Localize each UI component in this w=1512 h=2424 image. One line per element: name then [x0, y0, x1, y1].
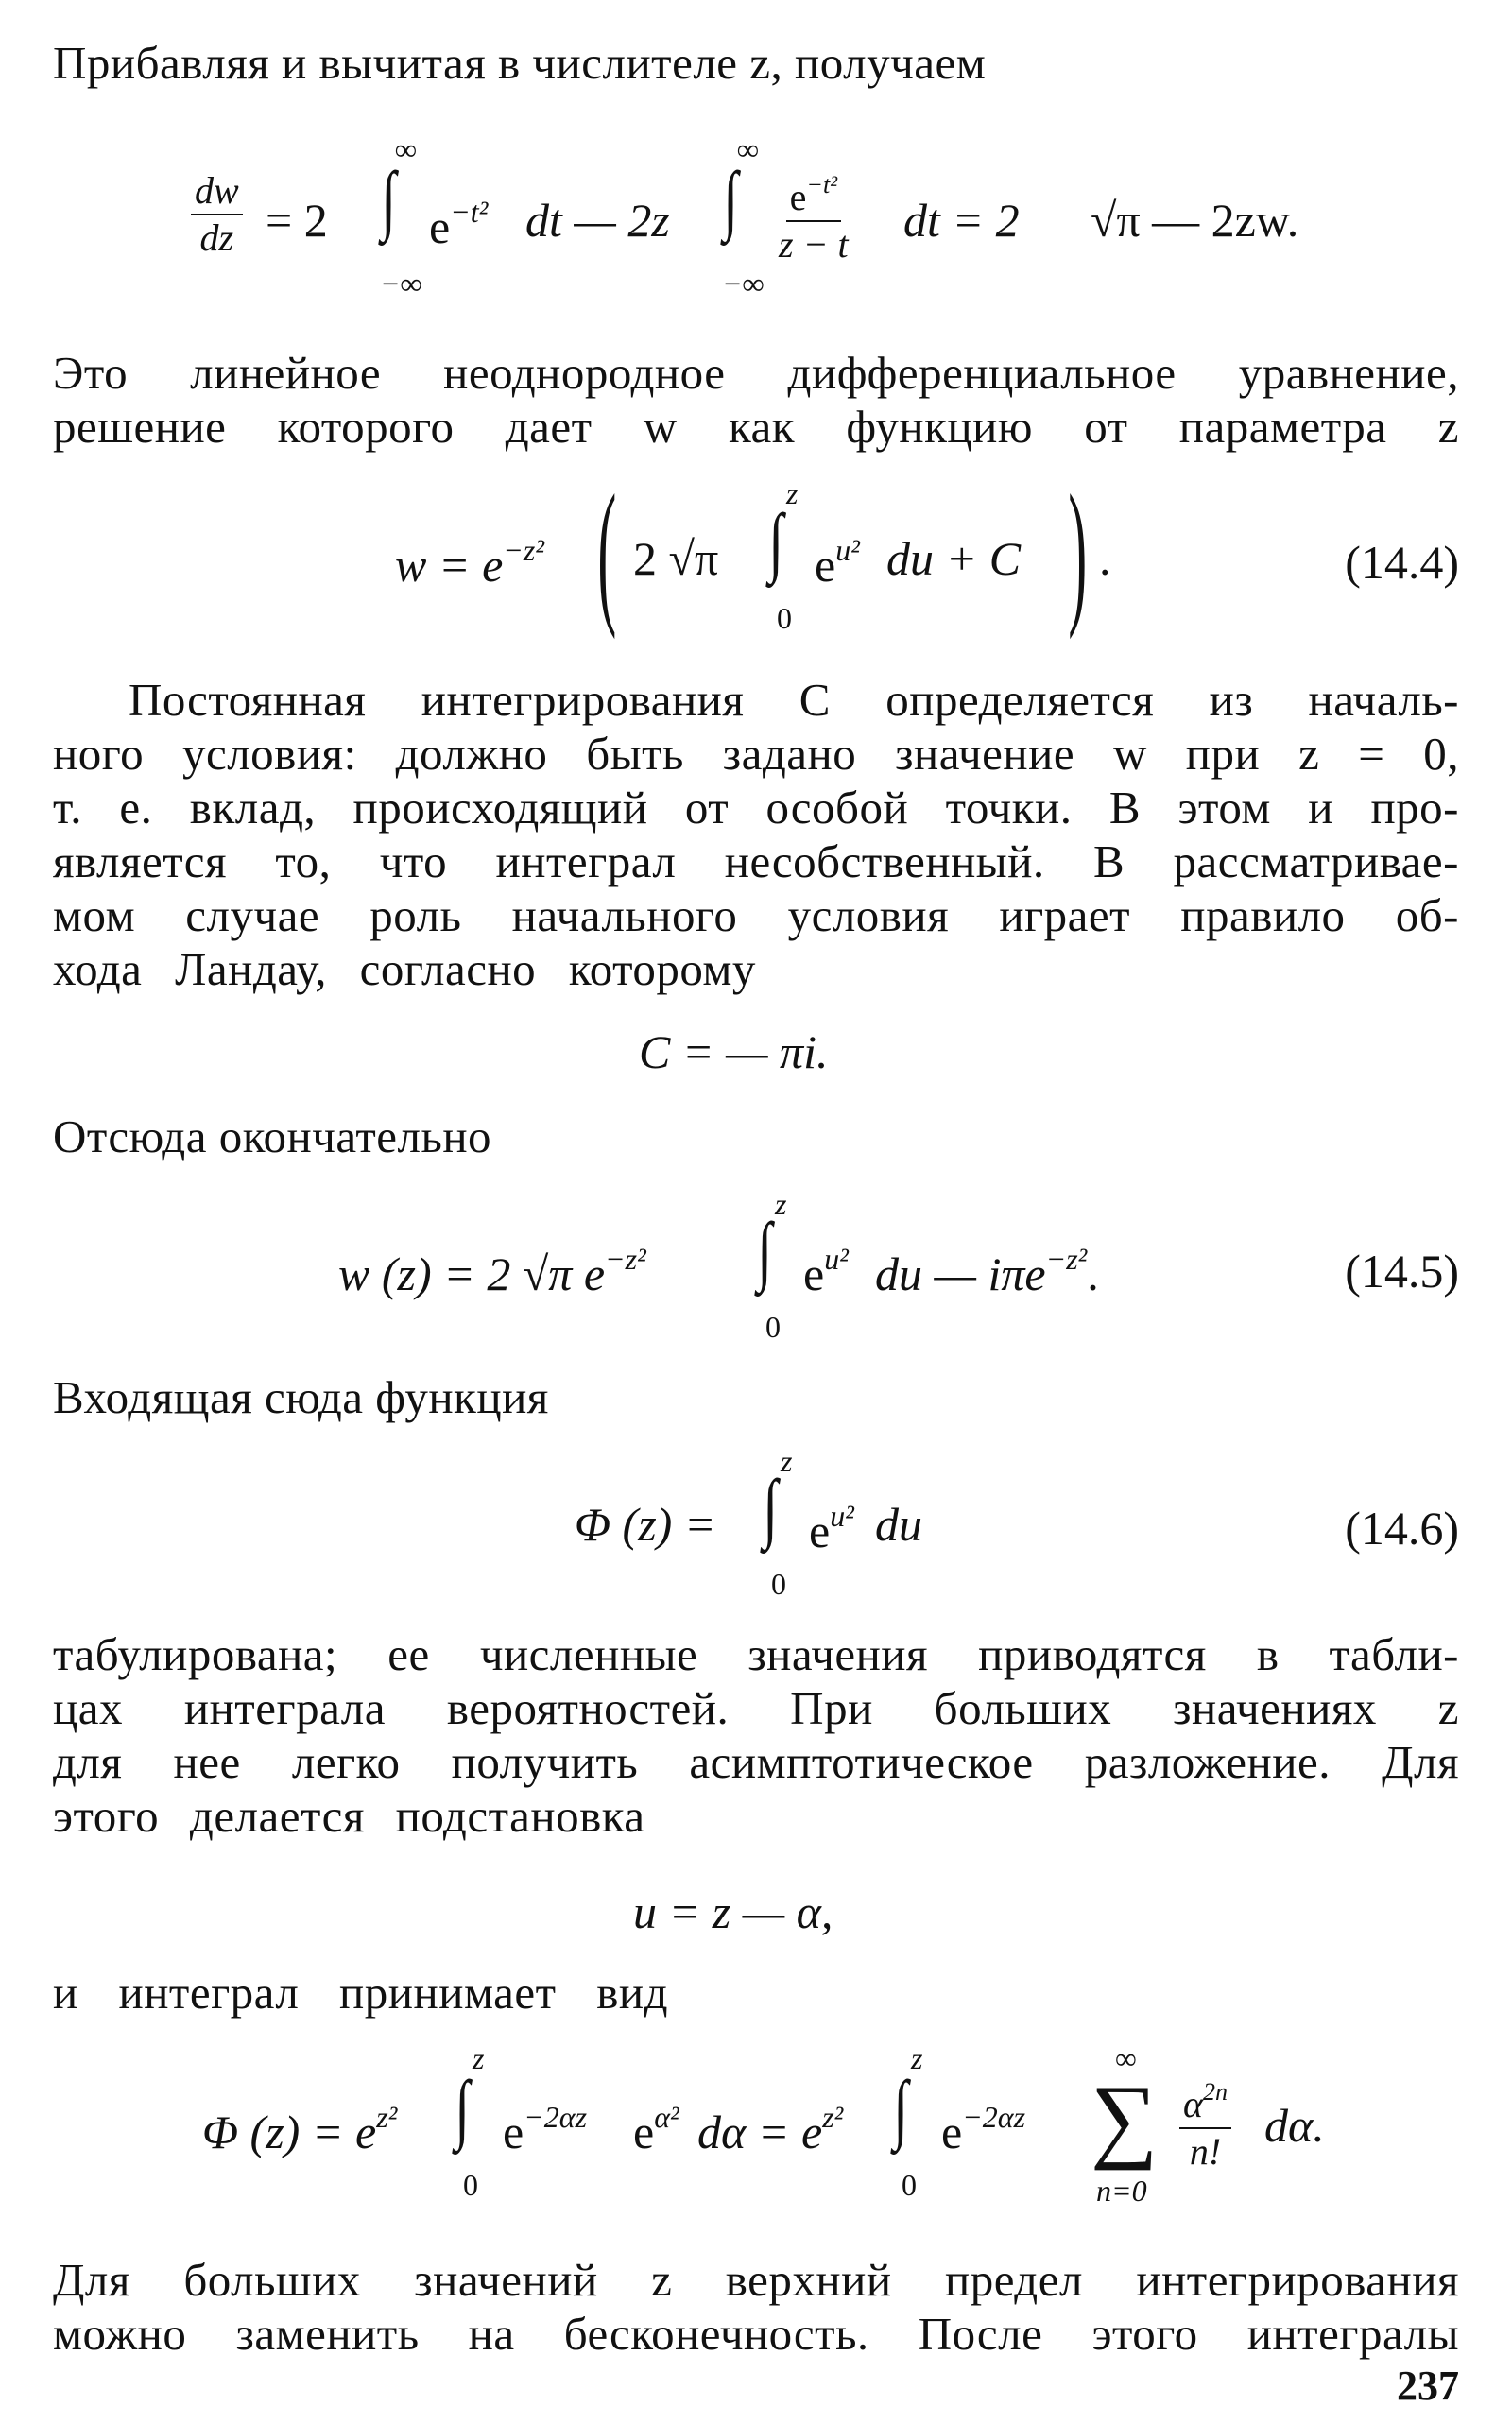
- text-line: Прибавляя и вычитая в числителе z, получаем: [53, 37, 987, 89]
- equation-number: (14.4): [1345, 536, 1459, 589]
- equation-phi-expansion: Φ $(z) = e^{z^2}$ ∫ z 0 $e^{-2\alpha z}$ $e^{\alpha^2}$ $d\alpha = e^{z^2}$ ∫ z 0 $e^{-2\alpha z}$ ∑ ∞ n=0 $\frac{\alpha^{2n}}{n!}$ dα.: [202, 2041, 1325, 2208]
- paragraph-7: [53, 1966, 1459, 2020]
- paragraph-1: [53, 36, 1459, 90]
- equation-14-5: w (z) = 2 √π $e^{-z^2}$ ∫ z 0 $e^{u^2}$ du — iπe$^{-z^2}$.: [338, 1187, 1099, 1344]
- integral-sign: ∫: [723, 156, 739, 242]
- text-line: Постоянная интегрирования C определяется из началь-: [129, 674, 1459, 726]
- text-line: Отсюда окончательно: [53, 1110, 492, 1162]
- left-paren: (: [597, 462, 617, 640]
- fraction-alpha-over-n-fact: $\frac{\alpha^{2n}}{n!}$: [1179, 2072, 1231, 2173]
- text-line: решение которого дает w как функцию от параметра z: [53, 401, 1459, 453]
- paragraph-4: [53, 1109, 1459, 1163]
- text-line: и интеграл принимает вид: [53, 1967, 669, 2019]
- text-line: ного условия: должно быть задано значение w при z = 0,: [53, 728, 1459, 780]
- page-number: 237: [1397, 2363, 1459, 2409]
- equation-14-4: $w = e^{-z^2}$ ( 2 √π ∫ z 0 $e^{u^2}$ du + C ) .: [395, 462, 1111, 640]
- equation-number: (14.6): [1345, 1502, 1459, 1555]
- integral-sign: ∫: [768, 498, 784, 584]
- integral-sign: ∫: [893, 2065, 909, 2151]
- integral-sign: ∫: [381, 156, 397, 242]
- text-line: этого делается подстановка: [53, 1790, 645, 1842]
- text-line: можно заменить на бесконечность. После этого интегралы: [53, 2308, 1459, 2360]
- text-line: является то, что интеграл несобственный. В рассматривае-: [53, 835, 1459, 887]
- equation-c-value: C = — πi.: [639, 1025, 829, 1078]
- text-line: т. е. вклад, происходящий от особой точки. В этом и про-: [53, 782, 1459, 834]
- paragraph-8: [53, 2253, 1459, 2361]
- right-paren: ): [1068, 462, 1088, 640]
- text-line: хода Ландау, согласно которому: [53, 943, 756, 995]
- sum-sign: ∑: [1091, 2066, 1159, 2171]
- integral-sign: ∫: [455, 2065, 471, 2151]
- text-line: Входящая сюда функция: [53, 1371, 549, 1423]
- integral-sign: ∫: [757, 1207, 773, 1293]
- equation-dw-dz: $\frac{dw}{dz}$ = 2 ∫ ∞ −∞ $e^{-t^2}$ dt — 2z ∫ ∞ −∞ $\frac{e^{-t^2}}{z - t}$ dt = 2 √π — 2zw.: [185, 142, 1348, 302]
- text-line: мом случае роль начального условия играет правило об-: [53, 889, 1459, 941]
- text-line: Для больших значений z верхний предел интегрирования: [53, 2254, 1459, 2306]
- equation-number: (14.5): [1345, 1245, 1459, 1298]
- equation-substitution: u = z — α,: [633, 1885, 833, 1938]
- paragraph-5: [53, 1370, 1459, 1424]
- paragraph-3: [53, 673, 1459, 996]
- paragraph-2: [53, 346, 1459, 454]
- text-line: цах интеграла вероятностей. При больших значениях z: [53, 1682, 1459, 1734]
- paragraph-6: [53, 1627, 1459, 1843]
- fraction-exp-over-z-t: $\frac{e^{-t^2}}{z - t}$: [775, 164, 852, 266]
- text-line: табулирована; ее численные значения приводятся в табли-: [53, 1628, 1459, 1680]
- text-line: для нее легко получить асимптотическое разложение. Для: [53, 1736, 1459, 1788]
- equation-14-6: Φ (z) = ∫ z 0 $e^{u^2}$ du: [575, 1444, 922, 1601]
- text-line: Это линейное неоднородное дифференциальное уравнение,: [53, 347, 1459, 399]
- integral-sign: ∫: [763, 1464, 779, 1550]
- fraction-dw-dz: $\frac{dw}{dz}$: [191, 170, 243, 259]
